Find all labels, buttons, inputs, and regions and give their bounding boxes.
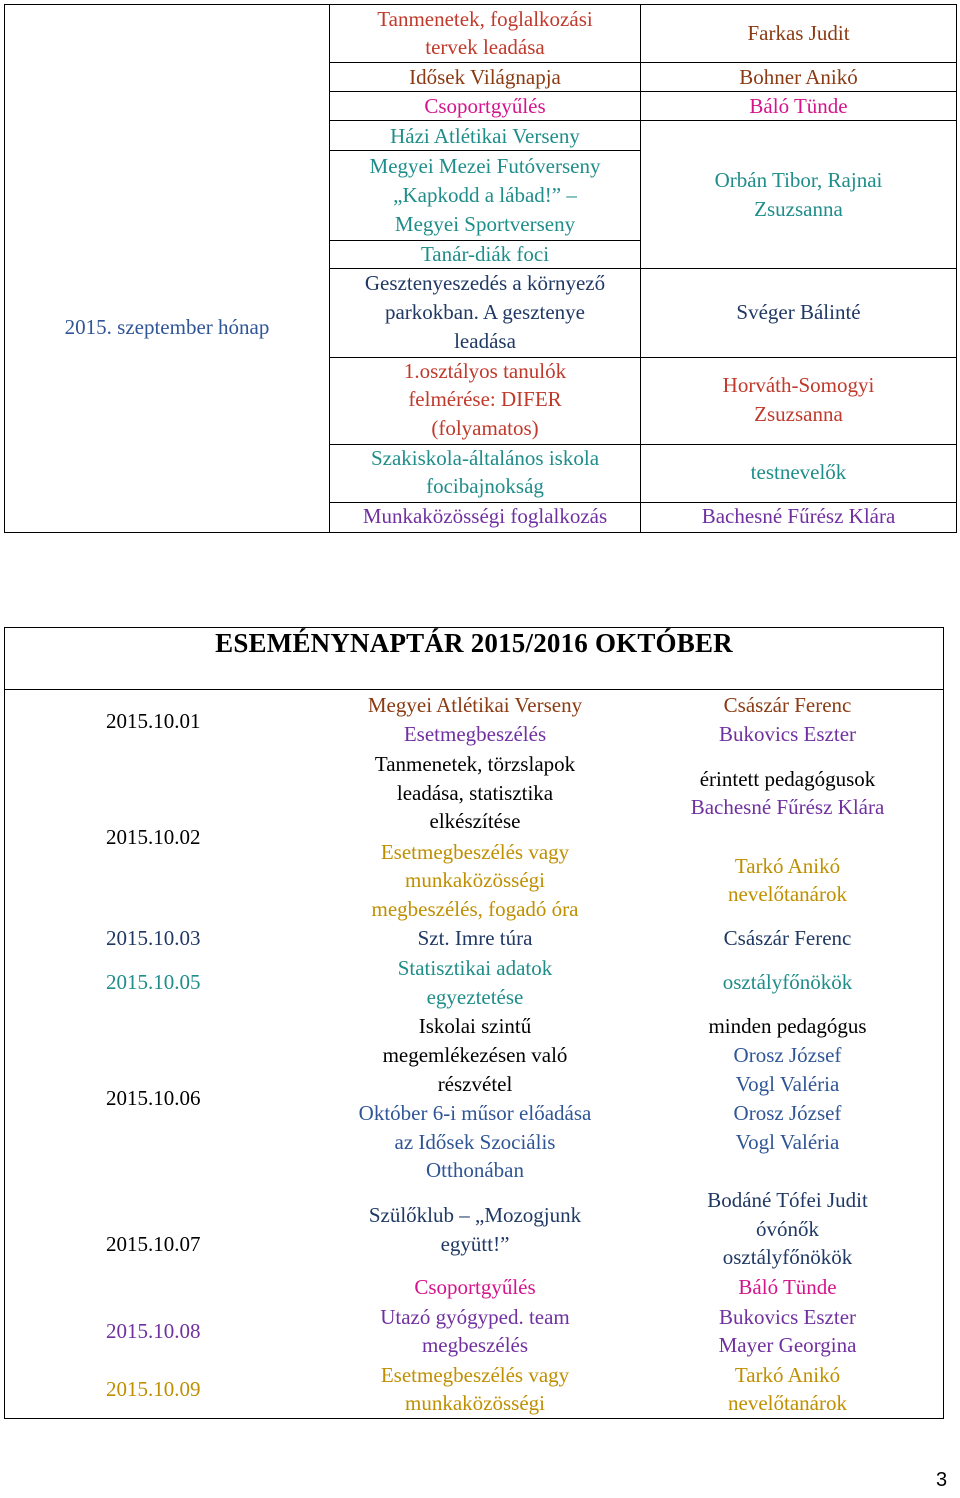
october-event-line: Tanmenetek, törzslapok	[374, 752, 576, 776]
october-responsible: Vogl Valéria	[735, 1130, 840, 1154]
october-event-line: leadása, statisztika	[396, 781, 554, 805]
october-event-line: egyeztetése	[426, 985, 524, 1009]
october-event-line: megbeszélés, fogadó óra	[371, 897, 579, 921]
sep-event-line: Tanmenetek, foglalkozási	[377, 7, 593, 31]
sep-event-line: „Kapkodd a lábad!” –	[393, 183, 577, 207]
sep-event-line: Tanár-diák foci	[420, 242, 550, 266]
october-date: 2015.10.05	[106, 970, 201, 994]
october-event-line: megemlékezésen való	[382, 1043, 568, 1067]
october-date: 2015.10.08	[106, 1319, 201, 1343]
october-title: ESEMÉNYNAPTÁR 2015/2016 OKTÓBER	[215, 628, 733, 658]
october-date: 2015.10.07	[106, 1232, 201, 1256]
sep-responsible: Bachesné Fűrész Klára	[701, 504, 896, 528]
october-event-line: Esetmegbeszélés vagy	[380, 1363, 570, 1387]
october-responsible: Mayer Georgina	[718, 1333, 857, 1357]
sep-responsible: Zsuzsanna	[754, 197, 843, 221]
sep-event-line: leadása	[454, 329, 516, 353]
page-number: 3	[936, 1469, 948, 1491]
october-responsible: óvónők	[756, 1217, 819, 1241]
sep-event-line: Szakiskola-általános iskola	[370, 446, 600, 470]
october-event-line: Utazó gyógyped. team	[380, 1305, 570, 1329]
october-event-line: munkaközösségi	[405, 1391, 545, 1415]
october-responsible: nevelőtanárok	[728, 882, 847, 906]
sep-responsible: Bohner Anikó	[739, 65, 858, 89]
september-month-label: 2015. szeptember hónap	[64, 315, 270, 339]
october-responsible: Bukovics Eszter	[718, 1305, 857, 1329]
october-event-line: Megyei Atlétikai Verseny	[367, 693, 583, 717]
october-date: 2015.10.03	[106, 926, 201, 950]
sep-responsible: testnevelők	[750, 460, 847, 484]
october-event-line: Iskolai szintű	[418, 1014, 532, 1038]
october-responsible: osztályfőnökök	[722, 970, 853, 994]
sep-responsible: Horváth-Somogyi	[722, 373, 875, 397]
october-date: 2015.10.01	[106, 709, 201, 733]
october-event-line: részvétel	[437, 1072, 513, 1096]
october-event-line: munkaközösségi	[405, 868, 545, 892]
october-event-line: Szt. Imre túra	[417, 926, 533, 950]
october-event-line: Esetmegbeszélés	[403, 722, 547, 746]
sep-event-line: Megyei Mezei Futóverseny	[369, 154, 601, 178]
october-responsible: Báló Tünde	[738, 1275, 837, 1299]
october-responsible: Tarkó Anikó	[734, 1363, 841, 1387]
october-date: 2015.10.06	[106, 1086, 201, 1110]
october-event-line: Október 6-i műsor előadása	[358, 1101, 592, 1125]
october-responsible: Bachesné Fűrész Klára	[690, 795, 885, 819]
october-responsible: Bukovics Eszter	[718, 722, 857, 746]
october-date: 2015.10.02	[106, 825, 201, 849]
sep-event-line: Házi Atlétikai Verseny	[390, 124, 580, 148]
october-event-line: Szülőklub – „Mozogjunk	[368, 1203, 582, 1227]
sep-responsible: Orbán Tibor, Rajnai	[714, 168, 883, 192]
sep-event-line: parkokban. A gesztenye	[384, 300, 586, 324]
october-event-line: Esetmegbeszélés vagy	[380, 840, 570, 864]
sep-responsible: Zsuzsanna	[754, 402, 843, 426]
october-responsible: Orosz József	[733, 1101, 842, 1125]
sep-event-line: Gesztenyeszedés a környező	[364, 271, 606, 295]
sep-responsible: Báló Tünde	[749, 94, 848, 118]
sep-event-line: focibajnokság	[426, 474, 544, 498]
october-date: 2015.10.09	[106, 1377, 201, 1401]
october-event-line: együtt!”	[440, 1232, 510, 1256]
sep-event-line: Idősek Világnapja	[409, 65, 561, 89]
sep-event-line: tervek leadása	[425, 35, 545, 59]
sep-event-line: Csoportgyűlés	[424, 94, 546, 118]
sep-responsible: Svéger Bálinté	[736, 300, 861, 324]
october-event-line: megbeszélés	[421, 1333, 529, 1357]
october-event-line: elkészítése	[429, 809, 521, 833]
october-responsible: osztályfőnökök	[722, 1245, 853, 1269]
october-responsible: nevelőtanárok	[728, 1391, 847, 1415]
october-responsible: Orosz József	[733, 1043, 842, 1067]
sep-event-line: (folyamatos)	[431, 416, 539, 440]
october-responsible: Tarkó Anikó	[734, 854, 841, 878]
october-responsible: Császár Ferenc	[723, 693, 852, 717]
sep-event-line: Megyei Sportverseny	[394, 212, 576, 236]
sep-event-line: felmérése: DIFER	[408, 387, 562, 411]
sep-event-line: Munkaközösségi foglalkozás	[362, 504, 608, 528]
october-responsible: Vogl Valéria	[735, 1072, 840, 1096]
october-event-line: Otthonában	[426, 1158, 524, 1182]
october-responsible: minden pedagógus	[708, 1014, 867, 1038]
october-event-line: Statisztikai adatok	[397, 956, 553, 980]
october-event-line: az Idősek Szociális	[394, 1130, 556, 1154]
sep-event-line: 1.osztályos tanulók	[403, 359, 567, 383]
october-responsible: Bodáné Tófei Judit	[707, 1188, 868, 1212]
october-responsible: Császár Ferenc	[723, 926, 852, 950]
october-responsible: érintett pedagógusok	[699, 767, 876, 791]
sep-responsible: Farkas Judit	[747, 21, 850, 45]
october-event-line: Csoportgyűlés	[414, 1275, 536, 1299]
